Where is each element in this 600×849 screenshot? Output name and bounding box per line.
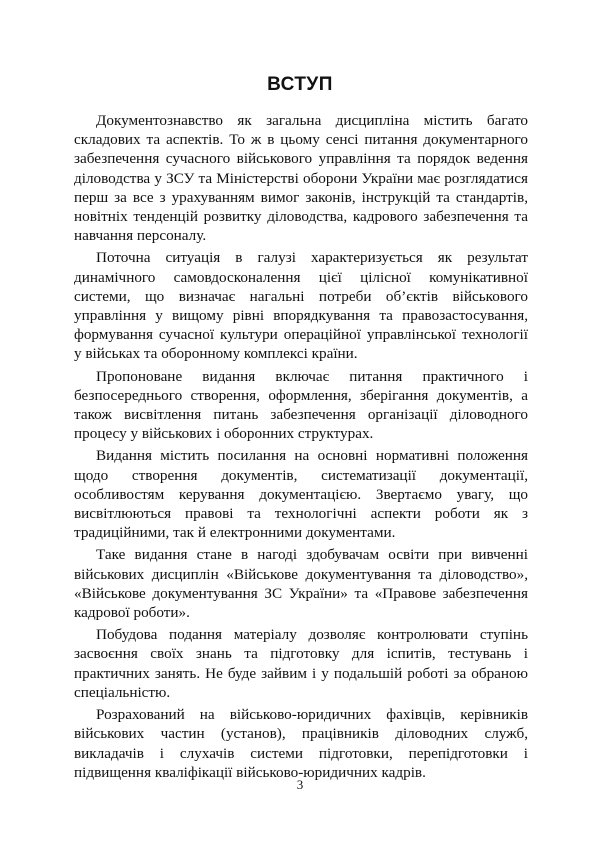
paragraph-2: Поточна ситуація в галузі характеризується як результат динамічного самовдосконалення цієї цілісної комунікативної системи, що визначає нагальні потреби об’єктів військового управління у вищому рівні впорядкування та правозастосування, формування сучасної культури операційної управлінської технології у військах та оборонному комплексі країни. [74, 249, 528, 363]
paragraph-3: Пропоноване видання включає питання практичного і безпосереднього створення, оформлення, зберігання документів, а також висвітлення питань забезпечення організації діловодного процесу у військових і оборонних структурах. [74, 367, 528, 443]
paragraph-4: Видання містить посилання на основні нормативні положення щодо створення документів, систематизації документації, особливостям керування документацією. Звертаємо увагу, що висвітлюються правові та технологічні аспекти роботи як з традиційними, так й електронними документами. [74, 447, 528, 542]
page-number: 3 [296, 777, 304, 792]
paragraph-1: Документознавство як загальна дисципліна містить багато складових та аспектів. То ж в цьому сенсі питання документарного забезпечення сучасного військового управління та порядок ведення діловодства у ЗСУ та Міністерстві оборони України має розглядатися перш за все з урахуванням вимог законів, інструкцій та стандартів, новітніх тенденцій розвитку діловодства, кадрового забезпечення та навчання персоналу. [74, 112, 528, 245]
page-title: ВСТУП [267, 74, 333, 95]
paragraph-6: Побудова подання матеріалу дозволяє контролювати ступінь засвоєння своїх знань та підготовку для іспитів, тестувань і практичних занять. Не буде зайвим і у подальшій роботі за обраною спеціальністю. [74, 626, 528, 701]
paragraph-7: Розрахований на військово-юридичних фахівців, керівників військових частин (установ), працівників діловодних служб, викладачів і слухачів системи підготовки, перепідготовки і підвищення кваліфікації військово-юридичних кадрів. [74, 706, 528, 781]
body-text [74, 111, 528, 785]
paragraph-5: Таке видання стане в нагоді здобувачам освіти при вивченні військових дисциплін «Військове документування та діловодство», «Військове документування ЗС України» та «Правове забезпечення кадрової роботи». [74, 546, 528, 622]
